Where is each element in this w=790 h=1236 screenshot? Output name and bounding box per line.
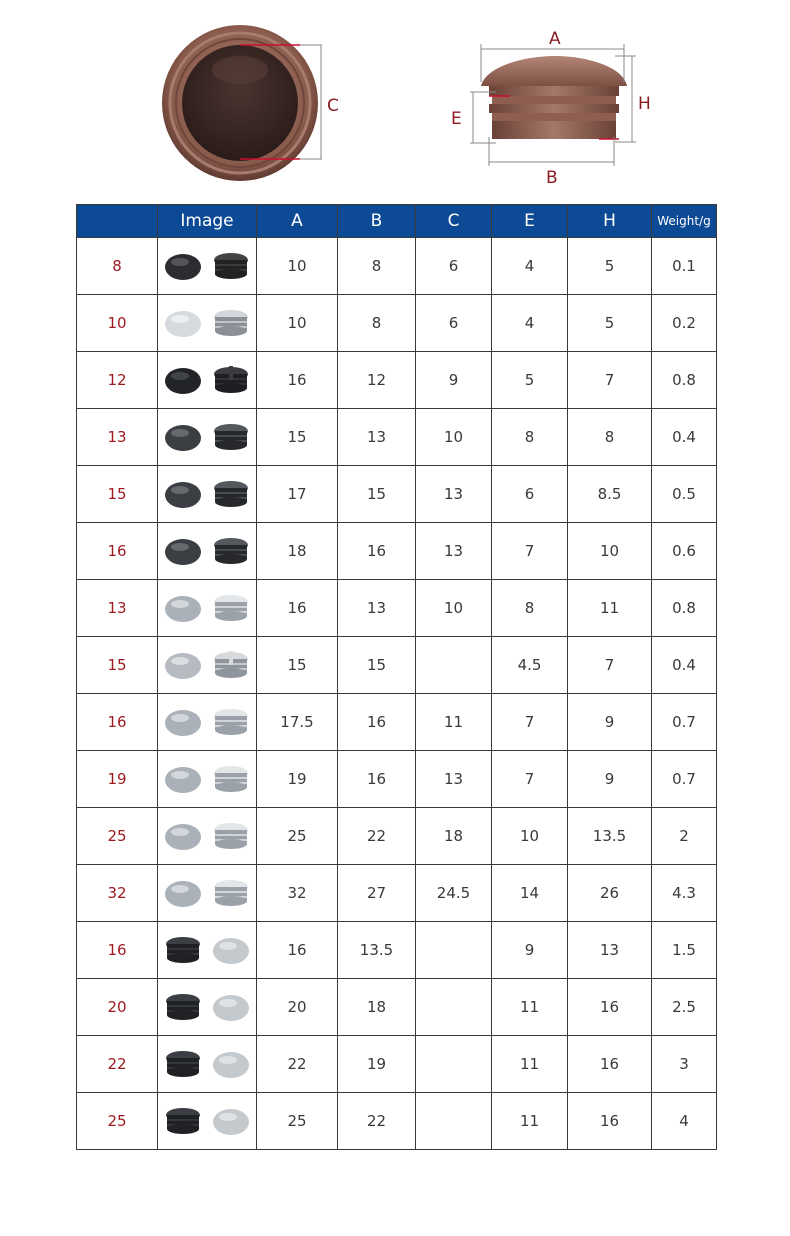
dimension-label-b: B xyxy=(546,168,558,188)
weight-cell: 0.8 xyxy=(652,352,717,409)
weight-cell: 4.3 xyxy=(652,865,717,922)
a-cell: 10 xyxy=(257,295,338,352)
product-image-cell xyxy=(158,1093,257,1150)
header-a: A xyxy=(257,205,338,238)
cap-thumbnail-icon xyxy=(163,820,203,852)
plug-thumbnail-icon xyxy=(211,250,251,282)
weight-cell: 0.6 xyxy=(652,523,717,580)
e-cell: 7 xyxy=(492,694,568,751)
c-cell: 6 xyxy=(416,238,492,295)
weight-cell: 0.7 xyxy=(652,751,717,808)
c-cell: 13 xyxy=(416,523,492,580)
size-cell: 8 xyxy=(77,238,158,295)
front-view-drawing xyxy=(162,25,322,181)
size-cell: 15 xyxy=(77,637,158,694)
e-cell: 7 xyxy=(492,523,568,580)
c-cell xyxy=(416,637,492,694)
a-cell: 17.5 xyxy=(257,694,338,751)
c-cell xyxy=(416,1093,492,1150)
product-image-cell xyxy=(158,694,257,751)
plug-thumbnail-icon xyxy=(211,307,251,339)
plug-thumbnail-icon xyxy=(211,763,251,795)
h-cell: 11 xyxy=(568,580,652,637)
c-cell: 24.5 xyxy=(416,865,492,922)
a-cell: 16 xyxy=(257,352,338,409)
b-cell: 13 xyxy=(338,409,416,466)
product-image-cell xyxy=(158,523,257,580)
b-cell: 15 xyxy=(338,637,416,694)
cap-thumbnail-icon xyxy=(163,877,203,909)
h-cell: 8.5 xyxy=(568,466,652,523)
table-row xyxy=(77,979,717,1036)
b-cell: 27 xyxy=(338,865,416,922)
product-thumbnails xyxy=(158,295,256,351)
cap-thumbnail-icon xyxy=(163,478,203,510)
a-cell: 16 xyxy=(257,580,338,637)
weight-cell: 0.7 xyxy=(652,694,717,751)
e-cell: 4 xyxy=(492,238,568,295)
h-cell: 13 xyxy=(568,922,652,979)
e-cell: 4 xyxy=(492,295,568,352)
header-e: E xyxy=(492,205,568,238)
c-cell xyxy=(416,1036,492,1093)
dimension-label-h: H xyxy=(638,94,651,114)
b-cell: 22 xyxy=(338,808,416,865)
table-row xyxy=(77,865,717,922)
weight-cell: 0.4 xyxy=(652,637,717,694)
table-row xyxy=(77,694,717,751)
e-cell: 8 xyxy=(492,580,568,637)
a-cell: 16 xyxy=(257,922,338,979)
table-row xyxy=(77,238,717,295)
e-cell: 9 xyxy=(492,922,568,979)
dimension-diagrams xyxy=(0,0,790,200)
cap-thumbnail-icon xyxy=(163,763,203,795)
size-cell: 10 xyxy=(77,295,158,352)
cap-thumbnail-icon xyxy=(163,706,203,738)
table-row xyxy=(77,751,717,808)
e-cell: 11 xyxy=(492,1036,568,1093)
product-thumbnails xyxy=(158,637,256,693)
a-cell: 22 xyxy=(257,1036,338,1093)
product-thumbnails xyxy=(158,865,256,921)
product-thumbnails xyxy=(158,922,256,978)
b-cell: 19 xyxy=(338,1036,416,1093)
a-cell: 18 xyxy=(257,523,338,580)
size-cell: 19 xyxy=(77,751,158,808)
e-cell: 6 xyxy=(492,466,568,523)
product-image-cell xyxy=(158,580,257,637)
a-cell: 10 xyxy=(257,238,338,295)
cap-thumbnail-icon xyxy=(163,307,203,339)
table-row xyxy=(77,580,717,637)
a-cell: 17 xyxy=(257,466,338,523)
c-cell: 9 xyxy=(416,352,492,409)
b-cell: 16 xyxy=(338,751,416,808)
product-thumbnails xyxy=(158,409,256,465)
product-thumbnails xyxy=(158,238,256,294)
product-image-cell xyxy=(158,922,257,979)
weight-cell: 0.4 xyxy=(652,409,717,466)
e-cell: 4.5 xyxy=(492,637,568,694)
header-size xyxy=(77,205,158,238)
table-row xyxy=(77,409,717,466)
plug-thumbnail-icon xyxy=(163,1048,203,1080)
h-cell: 7 xyxy=(568,352,652,409)
weight-cell: 2.5 xyxy=(652,979,717,1036)
table-row xyxy=(77,922,717,979)
weight-cell: 0.1 xyxy=(652,238,717,295)
b-cell: 12 xyxy=(338,352,416,409)
h-cell: 9 xyxy=(568,694,652,751)
size-cell: 32 xyxy=(77,865,158,922)
e-cell: 14 xyxy=(492,865,568,922)
plug-thumbnail-icon xyxy=(163,1105,203,1137)
weight-cell: 0.2 xyxy=(652,295,717,352)
table-row xyxy=(77,295,717,352)
header-weight: Weight/g xyxy=(652,205,717,238)
c-cell xyxy=(416,922,492,979)
a-cell: 20 xyxy=(257,979,338,1036)
product-image-cell xyxy=(158,808,257,865)
b-cell: 18 xyxy=(338,979,416,1036)
cap-thumbnail-icon xyxy=(163,649,203,681)
weight-cell: 3 xyxy=(652,1036,717,1093)
cap-thumbnail-icon xyxy=(163,250,203,282)
product-image-cell xyxy=(158,466,257,523)
product-thumbnails xyxy=(158,580,256,636)
size-cell: 20 xyxy=(77,979,158,1036)
weight-cell: 1.5 xyxy=(652,922,717,979)
product-thumbnails xyxy=(158,466,256,522)
plug-thumbnail-icon xyxy=(211,535,251,567)
e-cell: 7 xyxy=(492,751,568,808)
size-cell: 13 xyxy=(77,580,158,637)
product-thumbnails xyxy=(158,523,256,579)
h-cell: 13.5 xyxy=(568,808,652,865)
header-h: H xyxy=(568,205,652,238)
cap-thumbnail-icon xyxy=(163,364,203,396)
cap-thumbnail-icon xyxy=(211,934,251,966)
table-row xyxy=(77,637,717,694)
plug-thumbnail-icon xyxy=(211,706,251,738)
b-cell: 13.5 xyxy=(338,922,416,979)
size-cell: 16 xyxy=(77,523,158,580)
size-cell: 12 xyxy=(77,352,158,409)
table-header-row xyxy=(77,205,717,238)
table-row xyxy=(77,1036,717,1093)
cap-thumbnail-icon xyxy=(163,592,203,624)
size-cell: 25 xyxy=(77,808,158,865)
h-cell: 5 xyxy=(568,238,652,295)
a-cell: 15 xyxy=(257,637,338,694)
weight-cell: 2 xyxy=(652,808,717,865)
product-image-cell xyxy=(158,1036,257,1093)
a-cell: 19 xyxy=(257,751,338,808)
a-cell: 25 xyxy=(257,1093,338,1150)
product-image-cell xyxy=(158,865,257,922)
plug-thumbnail-icon xyxy=(211,364,251,396)
size-cell: 15 xyxy=(77,466,158,523)
cap-thumbnail-icon xyxy=(163,535,203,567)
h-cell: 26 xyxy=(568,865,652,922)
dimension-label-e: E xyxy=(451,109,462,129)
size-cell: 16 xyxy=(77,694,158,751)
h-cell: 7 xyxy=(568,637,652,694)
e-cell: 5 xyxy=(492,352,568,409)
product-thumbnails xyxy=(158,1036,256,1092)
product-thumbnails xyxy=(158,979,256,1035)
table-row xyxy=(77,466,717,523)
product-image-cell xyxy=(158,352,257,409)
c-cell: 10 xyxy=(416,580,492,637)
spec-table xyxy=(76,204,717,1150)
header-image: Image xyxy=(158,205,257,238)
h-cell: 16 xyxy=(568,1093,652,1150)
header-b: B xyxy=(338,205,416,238)
b-cell: 8 xyxy=(338,238,416,295)
h-cell: 10 xyxy=(568,523,652,580)
b-cell: 13 xyxy=(338,580,416,637)
b-cell: 16 xyxy=(338,694,416,751)
product-image-cell xyxy=(158,979,257,1036)
size-cell: 25 xyxy=(77,1093,158,1150)
plug-thumbnail-icon xyxy=(211,478,251,510)
side-view-drawing xyxy=(470,44,636,166)
cap-thumbnail-icon xyxy=(211,1048,251,1080)
plug-thumbnail-icon xyxy=(211,592,251,624)
c-cell: 13 xyxy=(416,466,492,523)
plug-thumbnail-icon xyxy=(211,421,251,453)
product-image-cell xyxy=(158,409,257,466)
b-cell: 16 xyxy=(338,523,416,580)
product-thumbnails xyxy=(158,694,256,750)
b-cell: 22 xyxy=(338,1093,416,1150)
h-cell: 16 xyxy=(568,979,652,1036)
e-cell: 8 xyxy=(492,409,568,466)
e-cell: 11 xyxy=(492,979,568,1036)
plug-thumbnail-icon xyxy=(211,820,251,852)
a-cell: 25 xyxy=(257,808,338,865)
h-cell: 8 xyxy=(568,409,652,466)
product-thumbnails xyxy=(158,751,256,807)
b-cell: 8 xyxy=(338,295,416,352)
c-cell xyxy=(416,979,492,1036)
a-cell: 15 xyxy=(257,409,338,466)
weight-cell: 0.5 xyxy=(652,466,717,523)
dimension-label-a: A xyxy=(549,29,561,49)
cap-thumbnail-icon xyxy=(211,1105,251,1137)
c-cell: 11 xyxy=(416,694,492,751)
table-row xyxy=(77,808,717,865)
product-image-cell xyxy=(158,751,257,808)
e-cell: 10 xyxy=(492,808,568,865)
table-row xyxy=(77,1093,717,1150)
a-cell: 32 xyxy=(257,865,338,922)
plug-thumbnail-icon xyxy=(163,934,203,966)
plug-thumbnail-icon xyxy=(211,877,251,909)
h-cell: 9 xyxy=(568,751,652,808)
c-cell: 18 xyxy=(416,808,492,865)
weight-cell: 4 xyxy=(652,1093,717,1150)
size-cell: 22 xyxy=(77,1036,158,1093)
weight-cell: 0.8 xyxy=(652,580,717,637)
cap-thumbnail-icon xyxy=(163,421,203,453)
h-cell: 5 xyxy=(568,295,652,352)
product-image-cell xyxy=(158,637,257,694)
table-row xyxy=(77,523,717,580)
h-cell: 16 xyxy=(568,1036,652,1093)
product-thumbnails xyxy=(158,352,256,408)
e-cell: 11 xyxy=(492,1093,568,1150)
size-cell: 13 xyxy=(77,409,158,466)
b-cell: 15 xyxy=(338,466,416,523)
plug-thumbnail-icon xyxy=(163,991,203,1023)
table-row xyxy=(77,352,717,409)
c-cell: 6 xyxy=(416,295,492,352)
c-cell: 10 xyxy=(416,409,492,466)
size-cell: 16 xyxy=(77,922,158,979)
cap-thumbnail-icon xyxy=(211,991,251,1023)
product-image-cell xyxy=(158,238,257,295)
header-c: C xyxy=(416,205,492,238)
dimension-label-c: C xyxy=(327,96,339,116)
product-image-cell xyxy=(158,295,257,352)
product-thumbnails xyxy=(158,1093,256,1149)
plug-thumbnail-icon xyxy=(211,649,251,681)
product-thumbnails xyxy=(158,808,256,864)
c-cell: 13 xyxy=(416,751,492,808)
